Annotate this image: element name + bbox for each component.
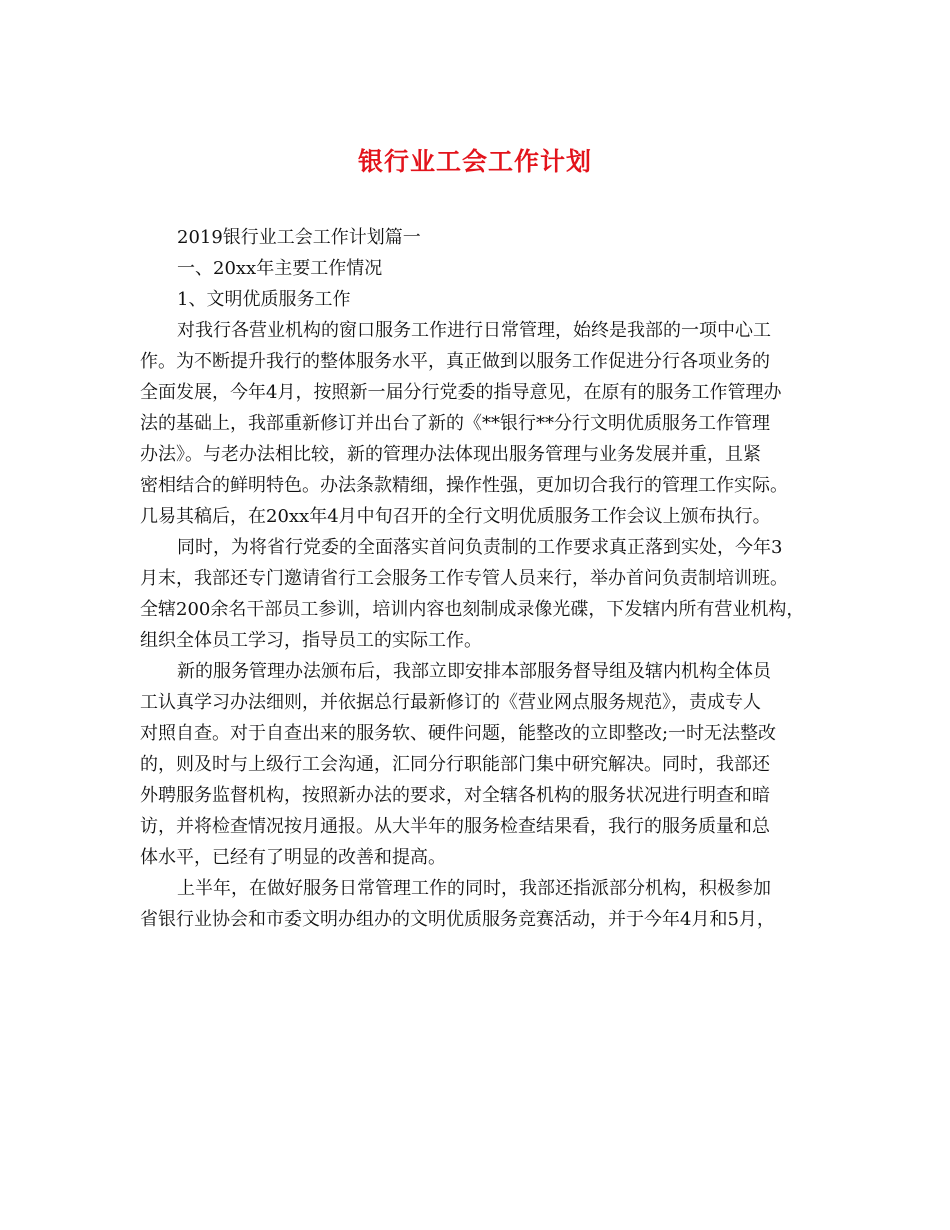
paragraph-self-inspection — [140, 656, 820, 873]
document-body — [140, 222, 820, 935]
paragraph-line: 密相结合的鲜明特色。办法条款精细，操作性强，更加切合我行的管理工作实际。 — [140, 475, 788, 496]
paragraph-first-inquiry-training — [140, 532, 820, 656]
paragraph-line: 几易其稿后，在20xx年4月中旬召开的全行文明优质服务工作会议上颁布执行。 — [140, 506, 771, 527]
heading-section-title: 2019银行业工会工作计划篇一 — [177, 227, 421, 248]
paragraph-line: 新的服务管理办法颁布后，我部立即安排本部服务督导组及辖内机构全体员 — [177, 661, 771, 682]
paragraph-line: 全面发展，今年4月，按照新一届分行党委的指导意见，在原有的服务工作管理办 — [140, 382, 782, 403]
paragraph-line: 作。为不断提升我行的整体服务水平，真正做到以服务工作促进分行各项业务的 — [140, 351, 770, 372]
paragraph-competition — [140, 873, 820, 935]
paragraph-line: 法的基础上，我部重新修订并出台了新的《**银行**分行文明优质服务工作管理 — [140, 413, 770, 434]
paragraph-line: 对我行各营业机构的窗口服务工作进行日常管理，始终是我部的一项中心工 — [177, 320, 771, 341]
paragraph-service-management — [140, 315, 820, 532]
paragraph-line: 全辖200余名干部员工参训，培训内容也刻制成录像光碟，下发辖内所有营业机构， — [140, 599, 805, 620]
paragraph-line: 省银行业协会和市委文明办组办的文明优质服务竞赛活动，并于今年4月和5月， — [140, 909, 775, 930]
paragraph-line: 同时，为将省行党委的全面落实首问负责制的工作要求真正落到实处，今年3 — [177, 537, 783, 558]
paragraph-line: 上半年，在做好服务日常管理工作的同时，我部还指派部分机构，积极参加 — [177, 878, 771, 899]
paragraph-line: 访，并将检查情况按月通报。从大半年的服务检查结果看，我行的服务质量和总 — [140, 816, 770, 837]
paragraph-line: 外聘服务监督机构，按照新办法的要求，对全辖各机构的服务状况进行明查和暗 — [140, 785, 770, 806]
paragraph-line: 体水平，已经有了明显的改善和提高。 — [140, 847, 446, 868]
paragraph-line: 对照自查。对于自查出来的服务软、硬件问题，能整改的立即整改;一时无法整改 — [140, 723, 777, 744]
paragraph-line: 月末，我部还专门邀请省行工会服务工作专管人员来行，举办首问负责制培训班。 — [140, 568, 788, 589]
paragraph-line: 办法》。与老办法相比较，新的管理办法体现出服务管理与业务发展并重，且紧 — [140, 444, 761, 465]
paragraph-line: 工认真学习办法细则，并依据总行最新修订的《营业网点服务规范》，责成专人 — [140, 692, 761, 713]
paragraph-line: 组织全体员工学习，指导员工的实际工作。 — [140, 630, 482, 651]
paragraph-line: 的，则及时与上级行工会沟通，汇同分行职能部门集中研究解决。同时，我部还 — [140, 754, 770, 775]
document-title: 银行业工会工作计划 — [357, 147, 592, 176]
heading-civilized-service: 1、文明优质服务工作 — [177, 289, 351, 310]
heading-main-work: 一、20xx年主要工作情况 — [177, 258, 383, 279]
